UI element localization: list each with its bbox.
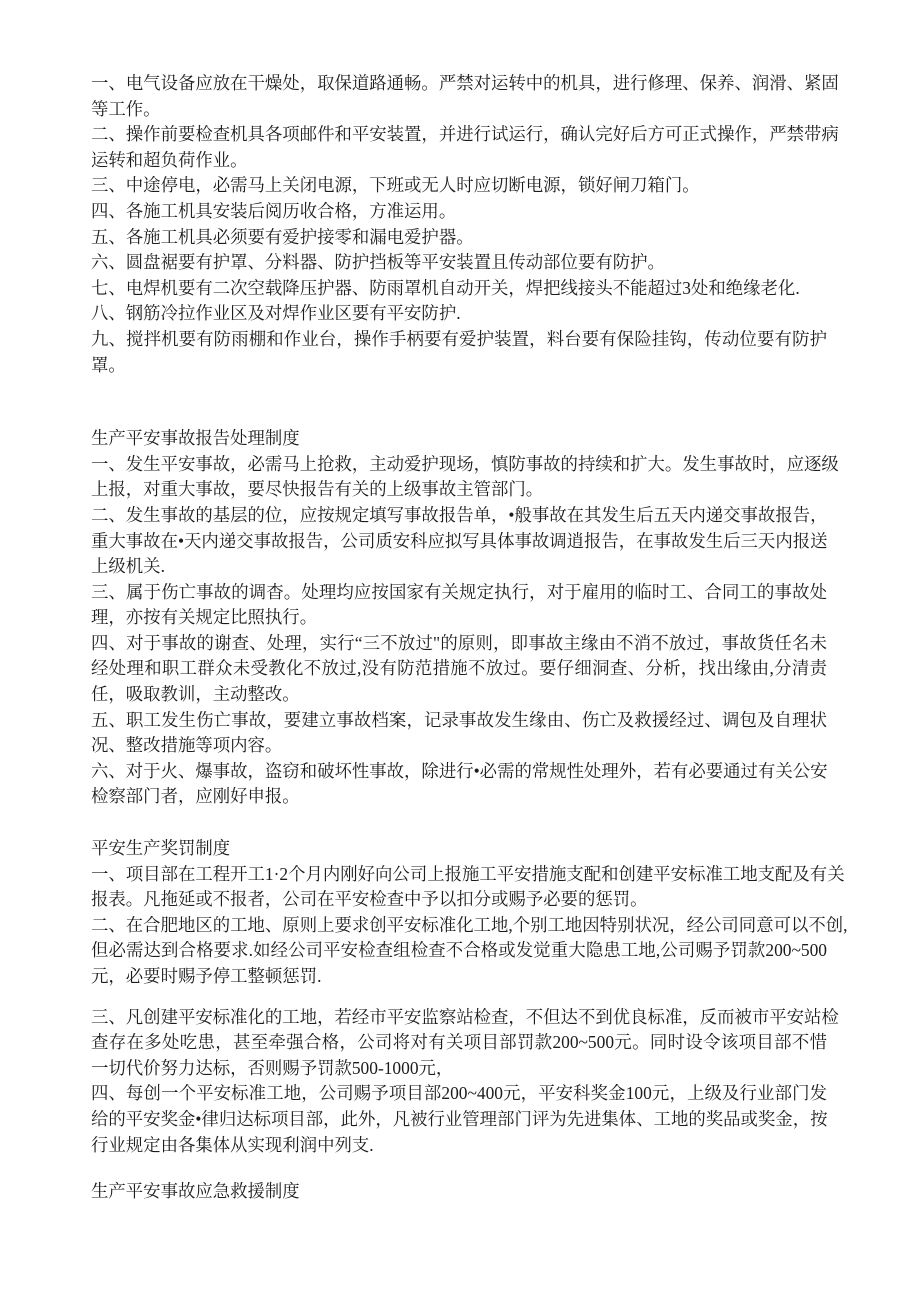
text-line: 重大事故在•天内递交事故报告，公司质安科应拟写具体事故调逍报告，在事故发生后三天内报送 (91, 530, 828, 551)
text-line: 运转和超负荷作业。 (91, 149, 248, 170)
text-line: 三、属于伤亡事故的调杳。处理均应按国家有关规定执行，对于雇用的临时工、合同工的事故处 (91, 581, 827, 602)
text-line: 四、每创一个平安标准工地，公司赐予项目部200~400元，平安科奖金100元，上级及行业部门发 (91, 1083, 827, 1104)
text-line: 任，吸取教训，主动整改。 (91, 684, 300, 705)
paragraph-item (91, 327, 827, 378)
section-heading: 生产平安事故报告处理制度 (91, 428, 300, 449)
paragraph-item (91, 225, 827, 251)
section-heading: 平安生产奖罚制度 (91, 838, 231, 859)
paragraph-item (91, 122, 839, 173)
text-line: 报表。凡拖延或不报者，公司在平安检查中予以扣分或赐予必要的惩罚。 (91, 889, 648, 910)
text-line: 六、对于火、爆事故，盗窃和破坏性事故，除进行•必需的常规性处理外，若有必要通过有关公安 (91, 760, 828, 781)
text-line: 一切代价努力达标，否则赐予罚款500-1000元， (91, 1057, 454, 1078)
text-line: 上报，对重大事故，要尽快报告有关的上级事故主管部门。 (91, 479, 544, 500)
text-line: 理，亦按有关规定比照执行。 (91, 607, 318, 628)
paragraph-item (91, 71, 839, 122)
text-line: 元，必要时赐予停工整顿惩罚. (91, 966, 322, 986)
text-line: 二、在合肥地区的工地、原则上要求创平安标准化工地,个别工地因特别状况，经公司同意可以不创, (91, 914, 848, 935)
text-line: 二、发生事故的基层的位，应按规定填写事故报告单，•般事故在其发生后五天内递交事故报告， (91, 504, 828, 525)
section-heading: 生产平安事故应急救援制度 (91, 1181, 300, 1202)
text-line: 上级机关. (91, 556, 165, 577)
text-line: 一、电气设备应放在干燥处，取保道路通畅。严禁对运转中的机具，进行修理、保养、润滑、紧固 (91, 73, 839, 93)
paragraph-item (91, 759, 827, 810)
text-line: 查存在多处吃患，甚至牵强合格，公司将对有关项目部罚款200~500元。同时设令该项目部不惜 (91, 1032, 827, 1053)
text-line: 检察部门者，应刚好申报。 (91, 786, 300, 807)
document-section (91, 1179, 827, 1205)
text-line: 经处理和职工群众未受教化不放过,没有防范措施不放过。要仔细洞查、分析，找出缘由,分清责 (91, 658, 827, 679)
text-line: 八、钢筋冷拉作业区及对焊作业区要有平安防护. (91, 303, 461, 324)
document-page (91, 71, 848, 1205)
text-line: 五、职工发生伤亡事故，要建立事故档案，记录事故发生缘由、伤亡及救援经过、调包及自理状 (91, 709, 827, 730)
paragraph-item (91, 250, 827, 276)
paragraph-item (91, 913, 848, 990)
text-line: 三、凡创建平安标准化的工地，若经市平安监察站检查，不但达不到优良标准，反而被市平安站检 (91, 1006, 839, 1027)
text-line: 罩。 (91, 354, 126, 375)
paragraph-item (91, 301, 827, 327)
paragraph-item (91, 1005, 839, 1082)
paragraph-item (91, 276, 827, 302)
document-section (91, 71, 839, 378)
paragraph-item (91, 452, 839, 503)
text-line: 但必需达到合格要求.如经公司平安检查组检查不合格或发觉重大隐患工地,公司赐予罚款200~500 (91, 940, 827, 961)
paragraph-item (91, 708, 827, 759)
text-line: 况、整改措施等项内容。 (91, 735, 283, 756)
document-section (91, 426, 839, 810)
paragraph-item (91, 862, 845, 913)
text-line: 四、各施工机具安装后阅历收合格，方准运用。 (91, 200, 457, 221)
text-line: 七、电焊机要有二次空载降压护器、防雨罩机自动开关，焊把线接头不能超过3处和绝缘老化. (91, 277, 800, 298)
paragraph-item (91, 173, 827, 199)
paragraph-item (91, 503, 827, 580)
text-line: 行业规定由各集体从实现利润中列支. (91, 1134, 374, 1155)
paragraph-item (91, 1081, 827, 1158)
text-line: 六、圆盘裾要有护罩、分料器、防护挡板等平安装置且传动部位要有防护。 (91, 252, 665, 273)
text-line: 九、搅拌机要有防雨棚和作业台，操作手柄要有爱护装置，料台要有保险挂钩，传动位要有防护 (91, 328, 827, 349)
document-section (91, 836, 848, 1158)
paragraph-item (91, 580, 827, 631)
text-line: 二、操作前要检查机具各项邮件和平安装置，并进行试运行，确认完好后方可正式操作，严禁带病 (91, 124, 839, 145)
text-line: 等工作。 (91, 98, 161, 119)
text-line: 一、项目部在工程开工1·2个月内刚好向公司上报施工平安措施支配和创建平安标准工地支配及有关 (91, 863, 845, 884)
text-line: 三、中途停电，必需马上关闭电源，下班或无人时应切断电源，锁好闸刀箱门。 (91, 175, 700, 196)
text-line: 一、发生平安事故，必需马上抢救，主动爱护现场，慎防事故的持续和扩大。发生事故时，应逐级 (91, 453, 839, 474)
text-line: 四、对于事故的谢查、处理，实行“三不放过"的原则，即事故主缘由不消不放过，事故货任名未 (91, 632, 827, 653)
paragraph-item (91, 199, 827, 225)
text-line: 给的平安奖金•律归达标项目部，此外，凡被行业管理部门评为先进集体、工地的奖品或奖金，按 (91, 1108, 828, 1129)
paragraph-item (91, 631, 827, 708)
text-line: 五、各施工机具必须要有爱护接零和漏电爱护器。 (91, 226, 474, 247)
